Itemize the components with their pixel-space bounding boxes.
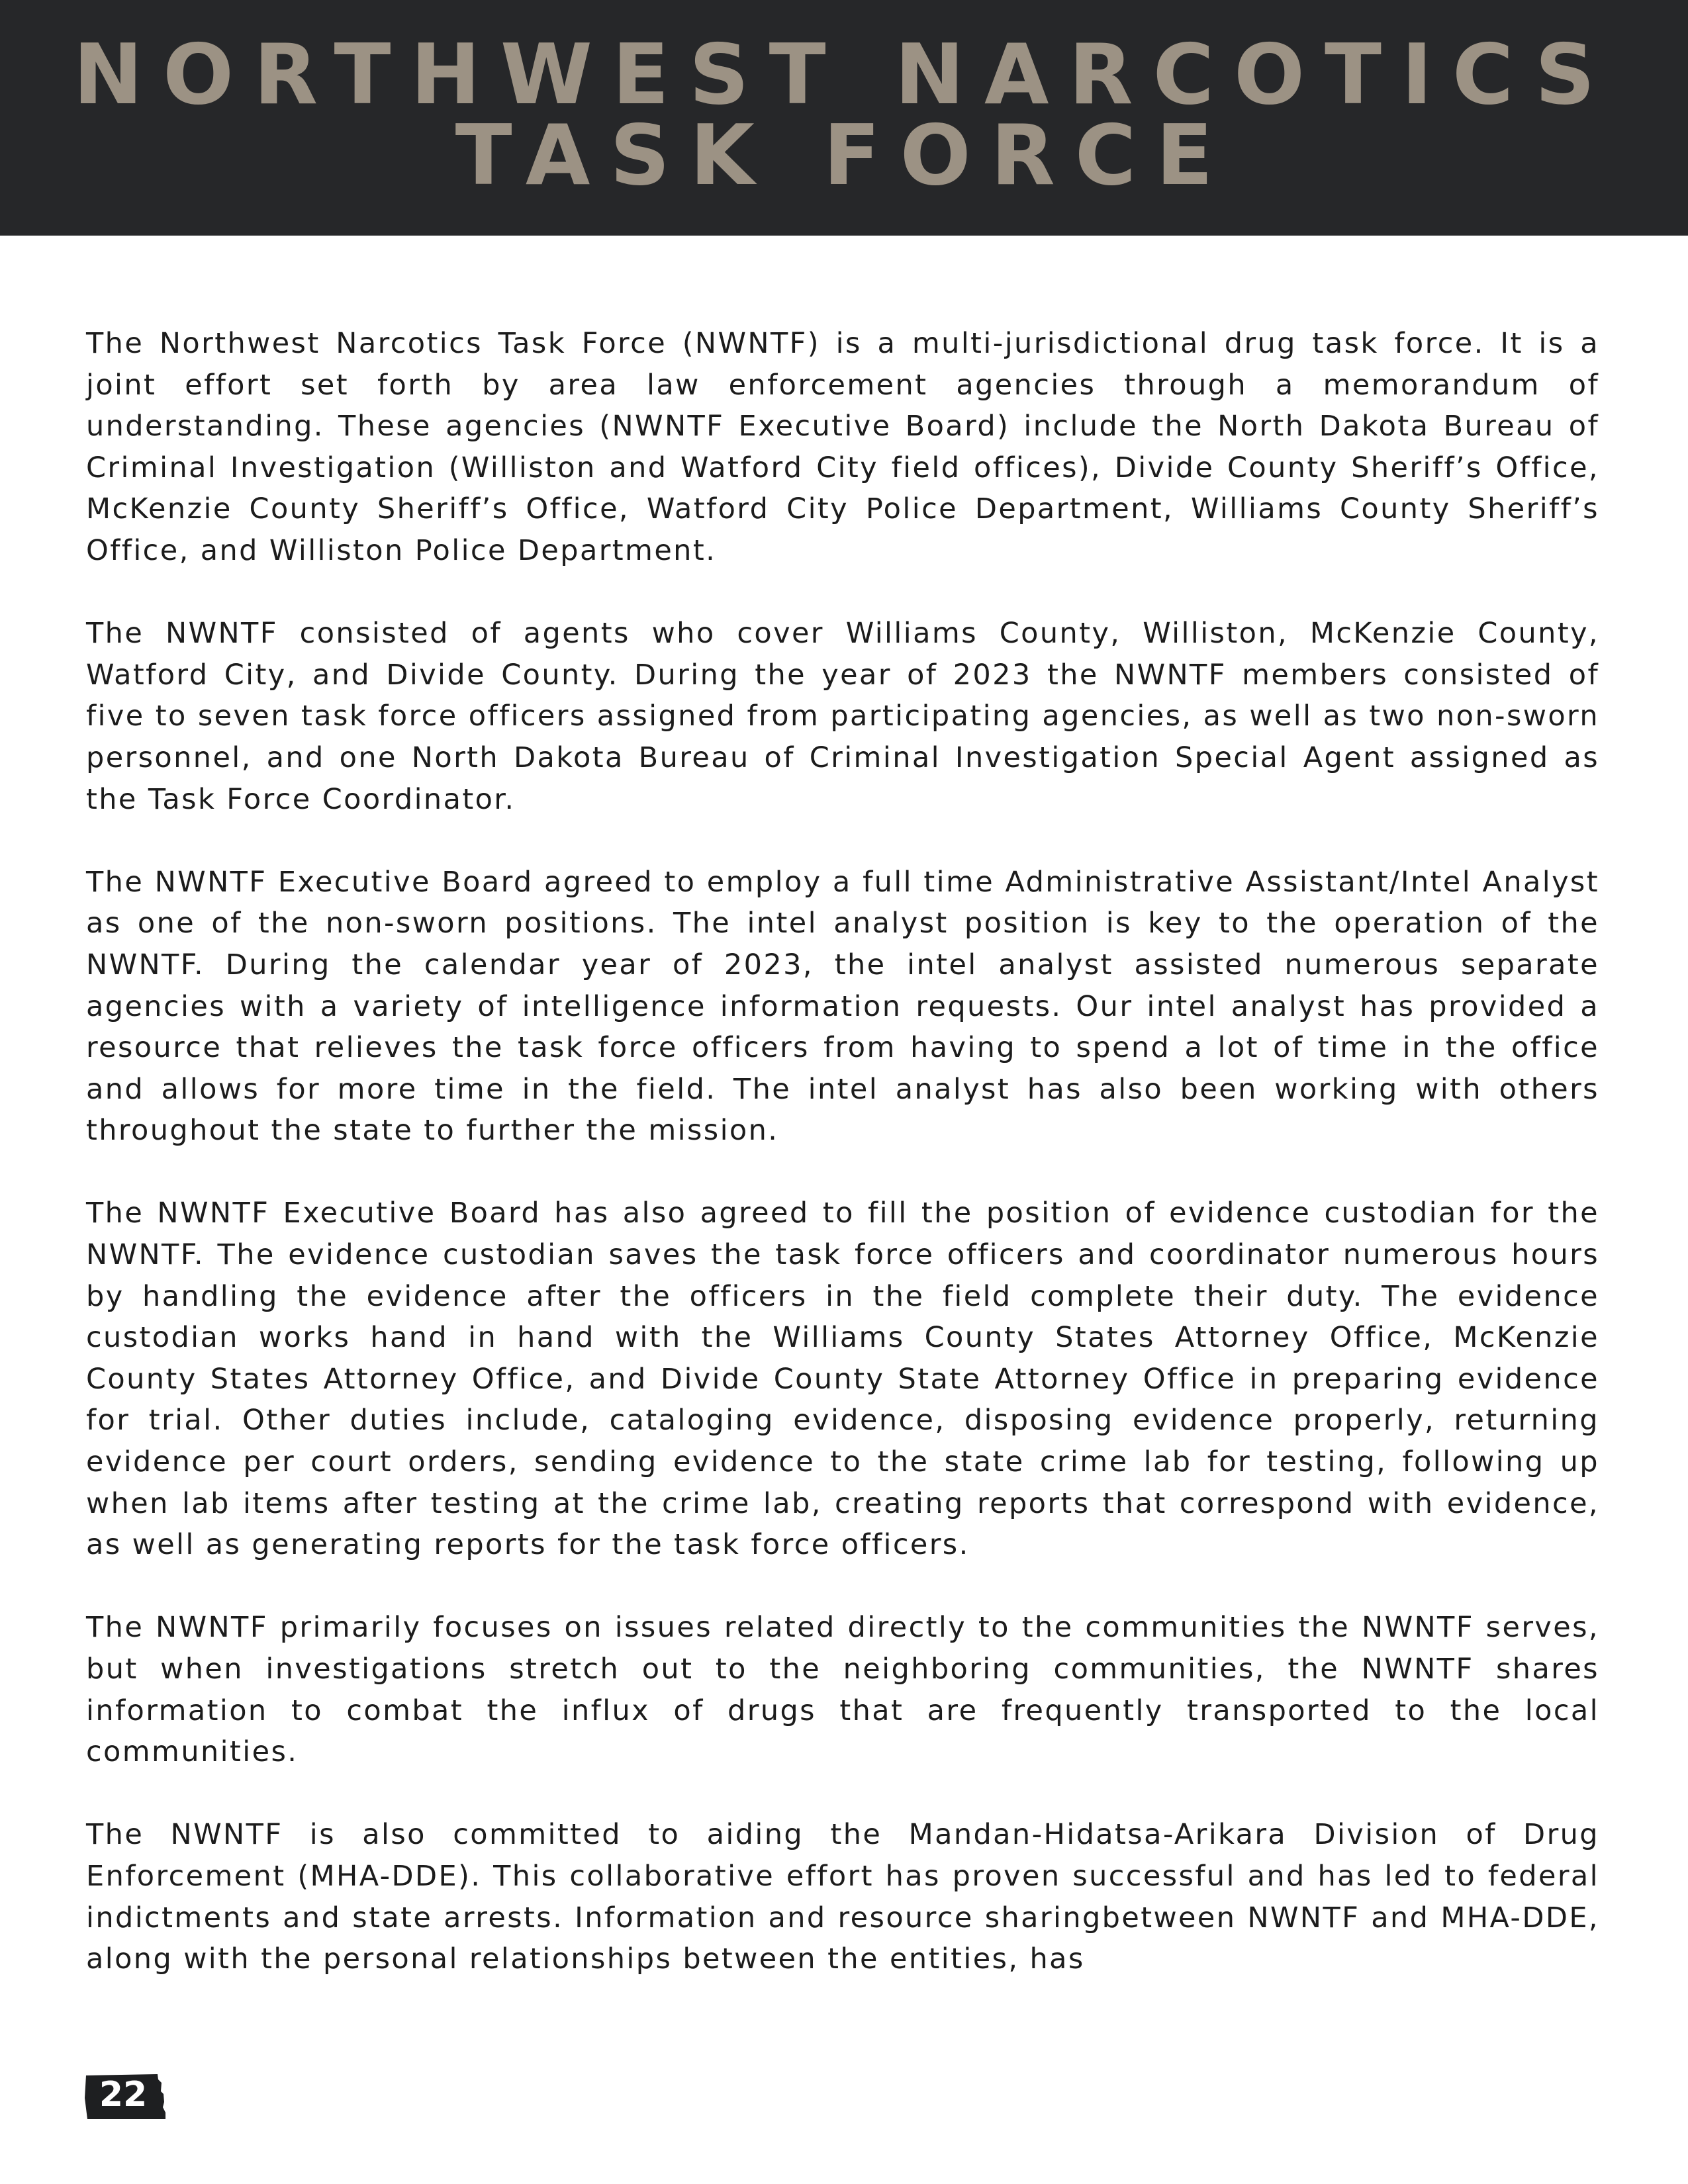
header-banner [0, 0, 1688, 236]
paragraph-focus: The NWNTF primarily focuses on issues related directly to the communities the NWNTF serves, but when investigations stretch out to the neighboring communities, the NWNTF shares information to combat the influx of drugs that are frequently transported to the local communities. [86, 1611, 1599, 1769]
paragraph-evidence-custodian: The NWNTF Executive Board has also agreed to fill the position of evidence custodian for the NWNTF. The evidence custodian saves the task force officers and coordinator numerous hours by handling the evidence after the officers in the field complete their duty. The evidence custodian works hand in hand with the Williams County States Attorney Office, McKenzie County States Attorney Office, and Divide County State Attorney Office in preparing evidence for trial. Other duties include, cataloging evidence, disposing evidence properly, returning evidence per court orders, sending evidence to the state crime lab for testing, following up when lab items after testing at the crime lab, creating reports that correspond with evidence, as well as generating reports for the task force officers. [86, 1197, 1599, 1562]
body-text [86, 323, 1599, 1980]
page-number-badge [83, 2071, 167, 2122]
page-number: 22 [99, 2075, 148, 2115]
paragraph-membership: The NWNTF consisted of agents who cover Williams County, Williston, McKenzie County, Watford City, and Divide County. During the year of 2023 the NWNTF members consisted of five to seven task force officers assigned from participating agencies, as well as two non-sworn personnel, and one North Dakota Bureau of Criminal Investigation Special Agent assigned as the Task Force Coordinator. [86, 617, 1599, 816]
paragraph-mha-dde: The NWNTF is also committed to aiding the Mandan-Hidatsa-Arikara Division of Drug Enforcement (MHA-DDE). This collaborative effort has proven successful and has led to federal indictments and state arrests. Information and resource sharingbetween NWNTF and MHA-DDE, along with the personal relationships between the entities, has [86, 1818, 1599, 1976]
paragraph-overview: The Northwest Narcotics Task Force (NWNTF) is a multi-jurisdictional drug task force. It is a joint effort set forth by area law enforcement agencies through a memorandum of understanding. These agencies (NWNTF Executive Board) include the North Dakota Bureau of Criminal Investigation (Williston and Watford City field offices), Divide County Sheriff’s Office, McKenzie County Sheriff’s Office, Watford City Police Department, Williams County Sheriff’s Office, and Williston Police Department. [86, 327, 1599, 567]
page-title-line-2: TASK FORCE [455, 107, 1233, 204]
paragraph-intel-analyst: The NWNTF Executive Board agreed to employ a full time Administrative Assistant/Intel Analyst as one of the non-sworn positions. The intel analyst position is key to the operation of the NWNTF. During the calendar year of 2023, the intel analyst assisted numerous separate agencies with a variety of intelligence information requests. Our intel analyst has provided a resource that relieves the task force officers from having to spend a lot of time in the office and allows for more time in the field. The intel analyst has also been working with others throughout the state to further the mission. [86, 865, 1599, 1148]
page-title-line-1: NORTHWEST NARCOTICS [73, 26, 1615, 123]
page-title [0, 26, 1688, 204]
